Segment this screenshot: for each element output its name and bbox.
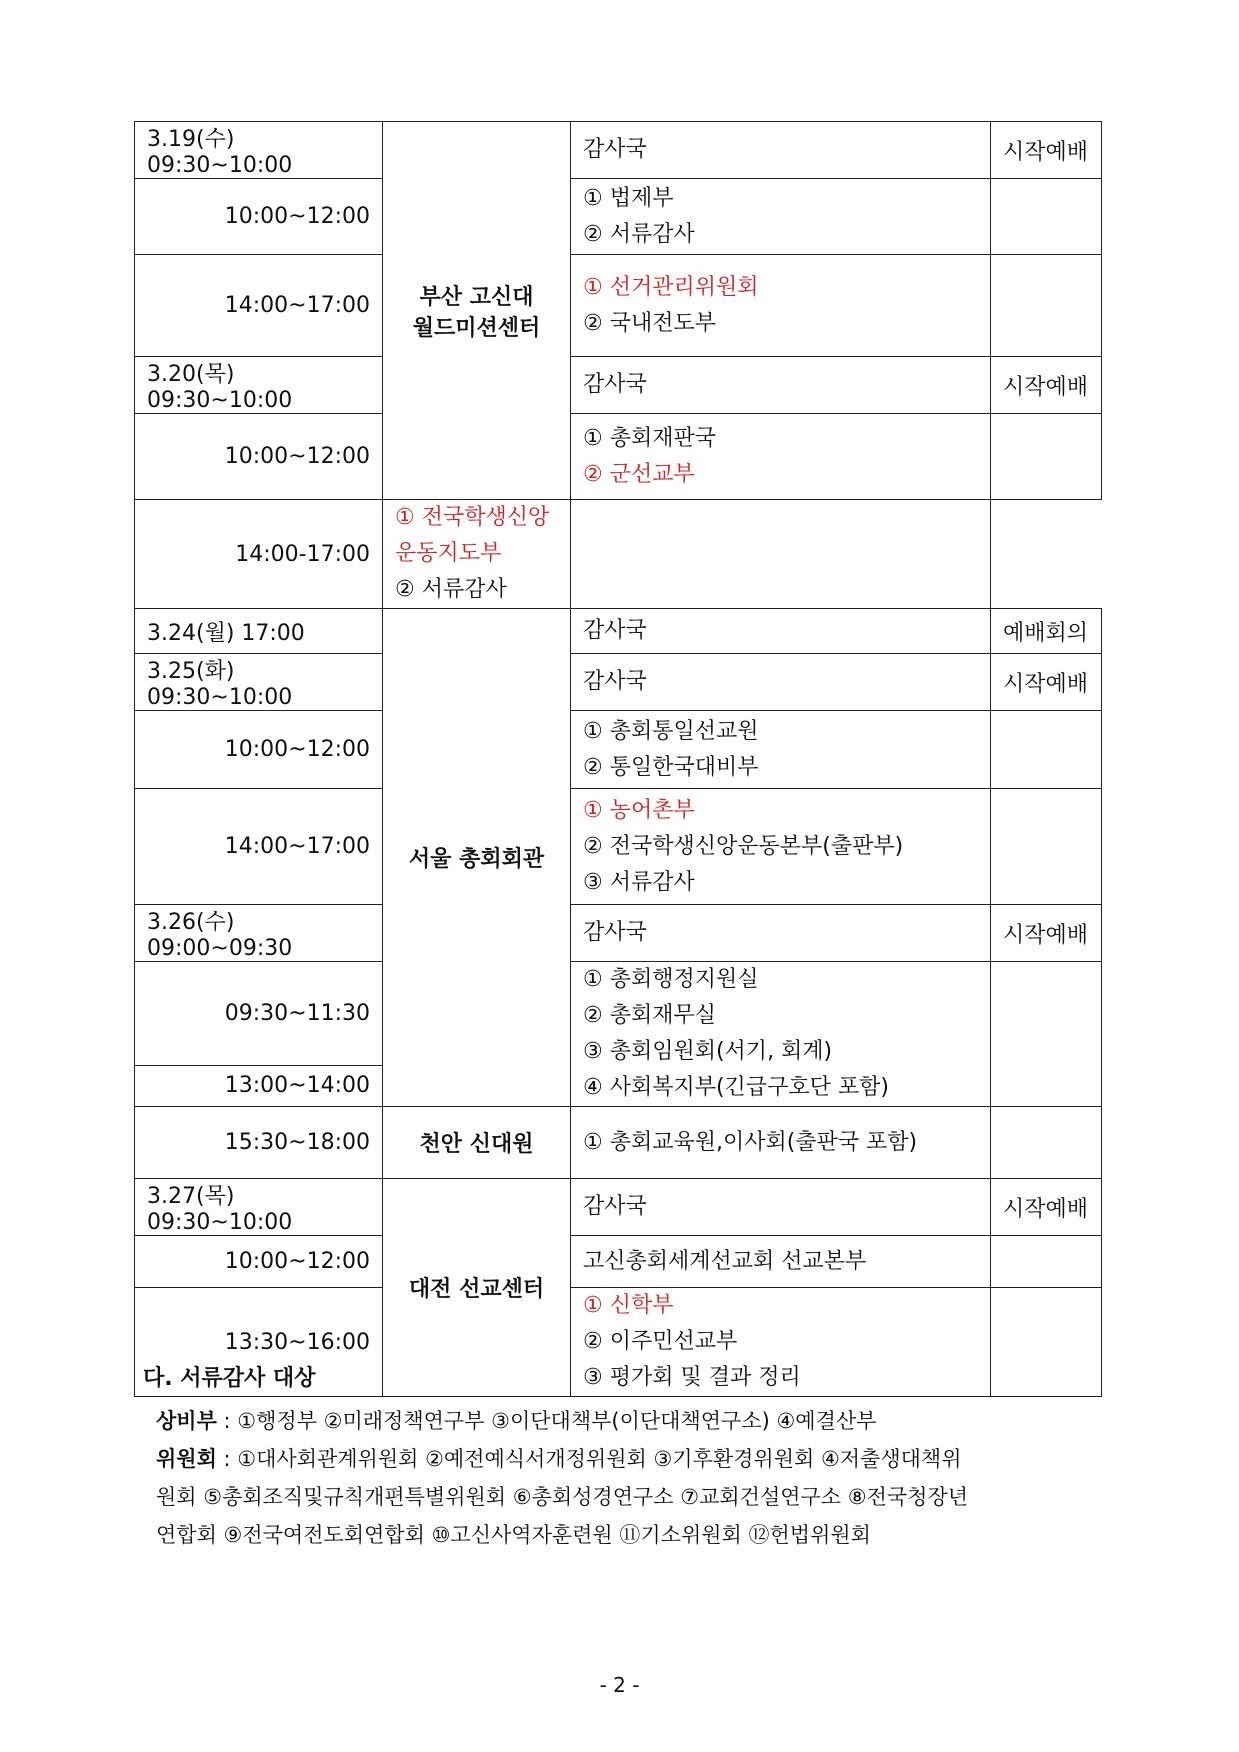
department-item: ① 총회통일선교원 [583,718,759,744]
department-item: 감사국 [583,137,647,162]
standing-label: 상비부 [156,1409,217,1433]
committee-label: 위원회 [156,1447,217,1471]
department-item: ② 통일한국대비부 [583,754,759,780]
note-cell [991,414,1102,500]
schedule-row [135,122,1102,179]
time-cell: 3.26(수) 09:00~09:30 [135,905,383,962]
place-cell: 대전 선교센터 [383,1179,571,1397]
note-cell: 시작예배 [991,654,1102,711]
department-cell [571,962,991,1107]
page-number: - 2 - [599,1673,640,1697]
time-cell: 13:00~14:00 [135,1065,383,1106]
note-cell: 시작예배 [991,1179,1102,1236]
department-item: ③ 평가회 및 결과 정리 [583,1365,801,1390]
department-item: 감사국 [583,1194,647,1219]
schedule-row [135,357,1102,414]
department-item: ① 총회행정지원실 [583,967,759,992]
time-cell: 13:30~16:00 [135,1288,383,1397]
schedule-row [135,1107,1102,1179]
department-item: ④ 사회복지부(긴급구호단 포함) [583,1075,889,1100]
time-cell: 14:00-17:00 [135,500,383,609]
time-cell: 10:00~12:00 [135,711,383,789]
department-cell [571,179,991,255]
department-cell [571,905,991,962]
place-cell: 천안 신대원 [383,1107,571,1179]
department-cell [571,357,991,414]
time-cell: 10:00~12:00 [135,1236,383,1288]
committee-list-1: ①대사회관계위원회 ②예전예식서개정위원회 ③기후환경위원회 ④저출생대책위 [237,1447,962,1471]
schedule-row [135,962,1102,1066]
department-cell [383,500,571,609]
note-cell: 시작예배 [991,905,1102,962]
time-cell: 15:30~18:00 [135,1107,383,1179]
standing-committees-line: 상비부 : ①행정부 ②미래정책연구부 ③이단대책부(이단대책연구소) ④예결산부 [156,1409,877,1433]
department-item: ② 국내전도부 [583,310,716,336]
department-item: ③ 서류감사 [583,869,695,895]
time-cell: 14:00~17:00 [135,789,383,905]
time-cell: 10:00~12:00 [135,414,383,500]
department-cell [571,255,991,357]
note-cell: 예배회의 [991,609,1102,654]
schedule-row [135,1179,1102,1236]
time-cell: 10:00~12:00 [135,179,383,255]
department-item: 고신총회세계선교회 선교본부 [583,1248,867,1274]
department-item: ③ 총회임원회(서기, 회계) [583,1039,833,1064]
note-cell [571,500,991,609]
department-item: ② 서류감사 [395,577,507,602]
schedule-row [135,654,1102,711]
department-item: ② 전국학생신앙운동본부(출판부) [583,833,904,859]
place-cell: 서울 총회회관 [383,609,571,1107]
document-audit-section [143,1360,1123,1554]
department-cell [571,414,991,500]
department-cell [571,609,991,654]
committees-line-2: 원회 ⑤총회조직및규칙개편특별위원회 ⑥총회성경연구소 ⑦교회건설연구소 ⑧전국청장년 [156,1485,969,1509]
department-cell [571,122,991,179]
note-cell [991,179,1102,255]
committees-line-3: 연합회 ⑨전국여전도회연합회 ⑩고신사역자훈련원 ⑪기소위원회 ⑫헌법위원회 [156,1523,871,1547]
department-item: ① 법제부 [583,185,674,211]
note-cell [991,962,1102,1107]
schedule-row [135,609,1102,654]
note-cell [991,255,1102,357]
committees-line: 위원회 : ①대사회관계위원회 ②예전예식서개정위원회 ③기후환경위원회 ④저출생대책위 [156,1447,962,1471]
department-item: 감사국 [583,669,647,694]
department-item: ② 서류감사 [583,221,695,247]
time-cell: 3.25(화) 09:30~10:00 [135,654,383,711]
department-cell [571,789,991,905]
time-cell: 3.24(월) 17:00 [135,609,383,654]
schedule-row [135,414,1102,500]
department-item: 감사국 [583,920,647,945]
schedule-row [135,1236,1102,1288]
time-cell: 14:00~17:00 [135,255,383,357]
department-item: ① 총회재판국 [583,425,716,451]
note-cell [991,1107,1102,1179]
department-item: ① 총회교육원,이사회(출판국 포함) [583,1129,918,1155]
time-cell: 3.27(목) 09:30~10:00 [135,1179,383,1236]
department-item: ② 총회재무실 [583,1003,716,1028]
schedule-row [135,789,1102,905]
time-cell: 3.19(수) 09:30~10:00 [135,122,383,179]
standing-list: ①행정부 ②미래정책연구부 ③이단대책부(이단대책연구소) ④예결산부 [237,1409,877,1433]
department-item: ① 전국학생신앙운동지도부 [395,505,550,566]
schedule-row [135,500,1102,609]
department-cell [571,1107,991,1179]
time-cell: 3.20(목) 09:30~10:00 [135,357,383,414]
note-cell [991,711,1102,789]
department-cell [571,654,991,711]
note-cell: 시작예배 [991,357,1102,414]
note-cell [991,789,1102,905]
note-cell [991,1236,1102,1288]
section-heading: 다. 서류감사 대상 [143,1366,316,1391]
department-item: ② 이주민선교부 [583,1329,738,1354]
department-item: ② 군선교부 [583,461,695,487]
department-item: ① 신학부 [583,1293,674,1318]
department-item: ① 농어촌부 [583,797,695,823]
schedule-row [135,255,1102,357]
department-item: 감사국 [583,618,647,643]
schedule-row [135,711,1102,789]
department-cell [571,1236,991,1288]
schedule-row [135,179,1102,255]
schedule-row [135,905,1102,962]
time-cell: 09:30~11:30 [135,962,383,1066]
department-cell [571,711,991,789]
audit-schedule-table [134,121,1102,1397]
department-item: 감사국 [583,372,647,397]
place-cell: 부산 고신대 월드미션센터 [383,122,571,500]
department-cell [571,1179,991,1236]
note-cell: 시작예배 [991,122,1102,179]
department-item: ① 선거관리위원회 [583,274,759,300]
